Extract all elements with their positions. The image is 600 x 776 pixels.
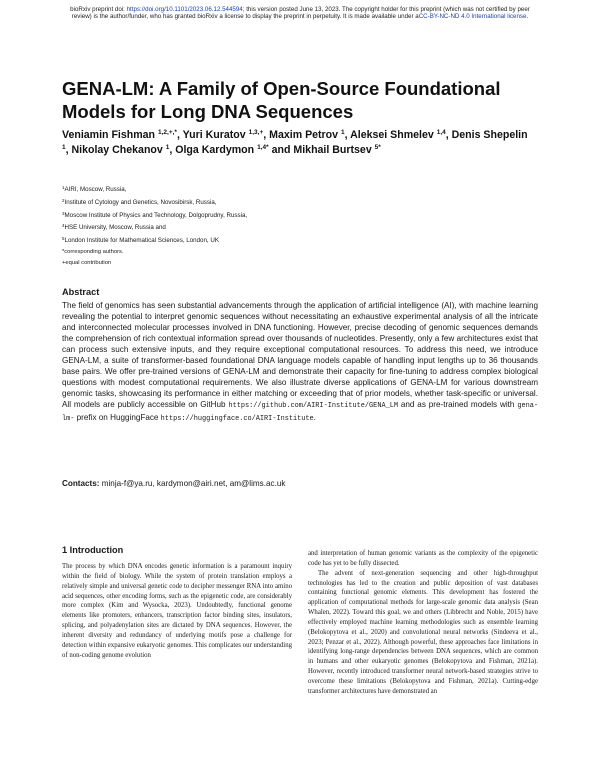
- author-name: Mikhail Burtsev: [293, 143, 372, 156]
- affiliation-item: [62, 196, 462, 209]
- banner-middle: ; this version posted June 13, 2023. The copyright holder for this preprint (which was not certified by peer review) is the author/funder, who has granted bioRxiv a license to display the preprint in perpetuity. It is made available under a: [71, 6, 530, 21]
- author-name: Veniamin Fishman: [62, 129, 156, 141]
- author-affiliation-marker: 1: [341, 129, 345, 136]
- author-separator: ,: [263, 129, 270, 141]
- affiliation-item: [62, 221, 462, 234]
- author-name: Denis Shepelin: [451, 129, 528, 141]
- abstract-body-3: prefix on HuggingFace: [74, 413, 161, 423]
- contacts: [62, 478, 538, 489]
- affiliation-list: [62, 183, 462, 247]
- abstract-heading: Abstract: [62, 287, 100, 297]
- affiliation-number: 4: [62, 223, 65, 229]
- author-name: Nikolay Chekanov: [71, 143, 163, 156]
- author-separator: ,: [344, 129, 351, 141]
- author-name: Aleksei Shmelev: [350, 129, 434, 141]
- author-affiliation-marker: 1,4: [436, 129, 446, 136]
- affiliation-number: 5: [62, 236, 65, 242]
- author-affiliation-marker: 1,3,+: [248, 129, 264, 136]
- equal-contribution-note: +equal contribution: [62, 259, 112, 266]
- affiliation-number: 1: [62, 185, 65, 190]
- author-affiliation-marker: 1: [165, 143, 170, 151]
- author-notes: [62, 247, 362, 269]
- affiliation-text: London Institute for Mathematical Sciences, London, UK: [64, 237, 219, 245]
- corresponding-note: *corresponding authors.: [62, 249, 124, 255]
- affiliation-text: HSE University, Moscow, Russia and: [64, 224, 166, 232]
- huggingface-url[interactable]: https://huggingface.co/AIRI-Institute: [160, 415, 314, 424]
- preprint-banner: [60, 6, 540, 21]
- paper-title: GENA-LM: A Family of Open-Source Foundational Models for Long DNA Sequences: [62, 78, 501, 122]
- author-separator: and: [268, 143, 294, 156]
- intro-right-paragraph-2: The advent of next-generation sequencing and other high-throughput technologies has led to the creation and public deposition of vast databases containing functional genomic elements. This development has fostered the application of computational methods for large-scale genomic data analysis (Sean Whalen, 2022). Toward this goal, we and others (Libbrecht and Noble, 2015) have effectively employed machine learning methodologies such as ensemble learning (Belokopytova et al., 2020) and convolutional neural networks (Sindeeva et al., 2023; Penzar et al., 2022). Although powerful, these approaches face limitations in identifying long-range dependencies between DNA sequences, which are common in humans and other eukaryotic genomes (Belokopytova and Fishman, 2021a). However, recently introduced transformer neural network-based strategies strive to overcome these limitations (Belokopytova and Fishman, 2021a). Cutting-edge transformer architectures have demonstrated an: [308, 569, 538, 695]
- contacts-label: Contacts:: [62, 479, 100, 488]
- author-affiliation-marker: 1,2,+,*: [157, 129, 177, 136]
- author-separator: ,: [65, 143, 72, 156]
- banner-prefix: bioRxiv preprint doi:: [70, 6, 127, 13]
- github-url[interactable]: https://github.com/AIRI-Institute/GENA_LM: [228, 402, 398, 411]
- author-separator: ,: [176, 129, 183, 141]
- license-link[interactable]: CC-BY-NC-ND 4.0 International license: [418, 13, 527, 21]
- affiliation-item: [62, 234, 462, 247]
- intro-right-paragraph-1: and interpretation of human genomic variants as the complexity of the epigenetic code has yet to be fully dissected.: [308, 550, 538, 567]
- author-list: [62, 128, 532, 157]
- author-name: Olga Kardymon: [175, 143, 255, 156]
- abstract-body: The field of genomics has seen substantial advancements through the application of artificial intelligence (AI), with machine learning revealing the potential to interpret genomic sequences without necessitating an exhaustive experimental analysis of all the intricate and interconnected molecular processes involved in DNA functioning. However, precise decoding of genomic sequences demands the comprehension of rich contextual information spread over thousands of nucleotides. Presently, only a few architectures exist that can process such extensive inputs, and they require exceptional computational resources. To address this need, we introduce GENA-LM, a suite of transformer-based foundational DNA language models capable of handling input lengths up to 36 thousands base pairs. We offer pre-trained versions of GENA-LM and demonstrate their capacity for fine-tuning to address complex biological questions with modest computational requirements. We also illustrate diverse applications of GENA-LM for various downstream genomic tasks, showcasing its performance in either matching or exceeding that of prior models, whether task-specific or universal. All models are publicly accessible on GitHub: [62, 301, 538, 410]
- abstract-text: [62, 300, 538, 426]
- author-separator: ,: [445, 129, 452, 141]
- affiliation-item: [62, 209, 462, 222]
- contact-emails: minja-f@ya.ru, kardymon@airi.net, am@lims.ac.uk: [99, 479, 286, 488]
- affiliation-item: [62, 183, 462, 196]
- affiliation-text: AIRI, Moscow, Russia,: [64, 186, 127, 193]
- author-separator: ,: [169, 143, 176, 156]
- model-prefix-code: gena-lm-: [62, 402, 539, 424]
- affiliation-text: Moscow Institute of Physics and Technology, Dolgoprudny, Russia,: [64, 211, 248, 219]
- abstract-body-4: .: [313, 413, 316, 423]
- affiliation-text: Institute of Cytology and Genetics, Novosibirsk, Russia,: [64, 198, 217, 206]
- banner-suffix: .: [526, 13, 529, 21]
- abstract-body-2: and as pre-trained models with: [398, 400, 518, 410]
- doi-link[interactable]: https://doi.org/10.1101/2023.06.12.544594: [126, 6, 243, 13]
- author-affiliation-marker: 1: [62, 143, 66, 151]
- introduction-heading: 1 Introduction: [62, 545, 124, 555]
- author-affiliation-marker: 5*: [374, 143, 381, 151]
- author-affiliation-marker: 1,4*: [257, 143, 269, 151]
- author-name: Maxim Petrov: [269, 129, 339, 141]
- affiliation-number: 2: [62, 197, 65, 203]
- intro-right-column: [308, 549, 538, 697]
- author-name: Yuri Kuratov: [182, 129, 246, 141]
- intro-left-column: The process by which DNA encodes genetic information is a paramount inquiry within the field of biology. While the system of protein translation employs a relatively simple and universal genetic code to decipher messenger RNA into amino acid sequences, other encoding forms, such as the epigenetic code, are considerably more complex (Kim and Wysocka, 2023). Undoubtedly, functional genome elements like promoters, enhancers, transcription factor binding sites, insulators, splicing, and polyadenylation sites are dictated by DNA sequences. However, the inherent diversity and redundancy of underlying motifs pose a challenge for detection within expansive eukaryotic genomes. This complicates our understanding of non-coding genome evolution: [62, 563, 292, 659]
- affiliation-number: 3: [62, 210, 65, 216]
